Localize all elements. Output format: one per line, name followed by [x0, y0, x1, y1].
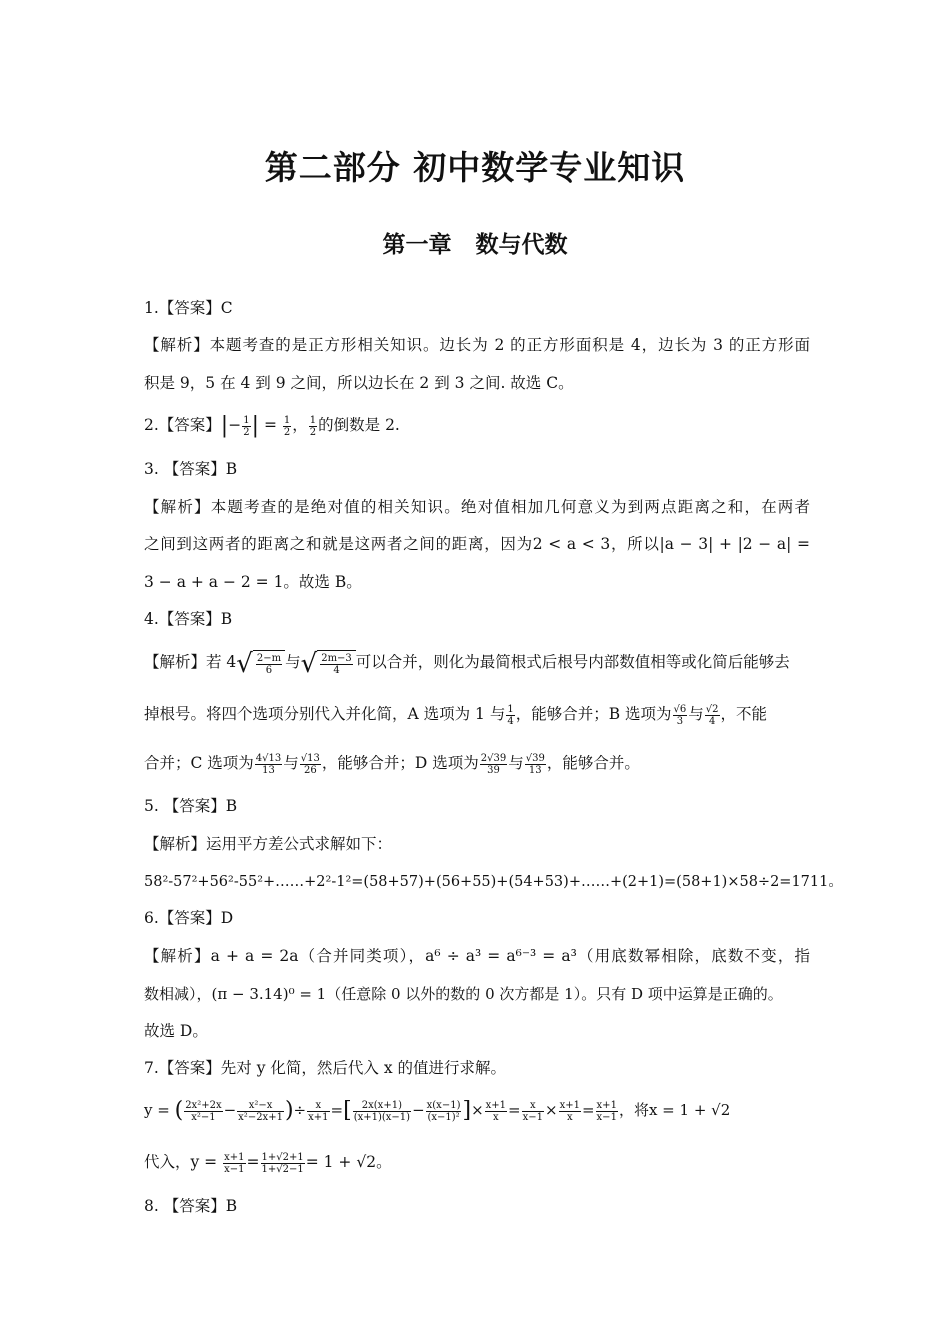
q3-explanation-line3: 3 − a + a − 2 = 1。故选 B。 [144, 573, 362, 591]
fraction: $\frac{√2}{4}$ [705, 703, 719, 727]
q7-answer: 7.【答案】先对 y 化简，然后代入 x 的值进行求解。 [144, 1059, 506, 1077]
fraction: $\frac{1}{2}$ [309, 414, 317, 438]
fraction: $\frac{1}{4}$ [507, 703, 514, 727]
q6-answer: 6.【答案】D [144, 909, 234, 927]
q1-answer: 1.【答案】C [144, 299, 233, 317]
fraction: $\frac{1+√2+1}{1+√2-1}$ [261, 1151, 304, 1175]
fraction: $\frac{\text{2x²+2x}}{\text{x²−1}}$ [185, 1099, 222, 1123]
fraction: $\frac{x(x-1)}{\text{(x−1)²}}$ [426, 1099, 461, 1123]
q4-explanation-line1: 【解析】若 4√ $\frac{2-m}{6}$ 与√ $\frac{2m-3}{4}$ 可以合并，则化为最简根式后根号内部数值相等或化简后能够去 [144, 649, 790, 679]
fraction: $\frac{2-m}{6}$ [256, 652, 282, 676]
q5-answer: 5. 【答案】B [144, 797, 238, 815]
q4-explanation-line2: 掉根号。将四个选项分别代入并化简，A 选项为 1 与 $\frac{1}{4}$ ，能够合并；B 选项为 $\frac{√6}{3}$ 与 $\frac{√2}{4}$ ，不能 [144, 703, 768, 727]
fraction: $\frac{x}{x+1}$ [308, 1099, 329, 1123]
fraction: $\frac{x+1}{x}$ [485, 1099, 507, 1123]
q3-explanation-line1: 【解析】本题考查的是绝对值的相关知识。绝对值相加几何意义为到两点距离之和，在两者 [144, 498, 810, 516]
fraction: $\frac{1}{2}$ [283, 414, 291, 438]
q6-explanation-line3: 故选 D。 [144, 1022, 208, 1040]
q6-explanation-line2: 数相减），(π − 3.14)⁰ = 1（任意除 0 以外的数的 0 次方都是 1）。只有 D 项中运算是正确的。 [144, 985, 783, 1003]
q2-answer: 2.【答案】|− $\frac{1}{2}$ | = $\frac{1}{2}$ ， $\frac{1}{2}$ 的倒数是 2. [144, 413, 400, 438]
q6-explanation-line1: 【解析】a + a = 2a（合并同类项），a⁶ ÷ a³ = a⁶⁻³ = a³（用底数幂相除，底数不变，指 [144, 947, 810, 965]
chapter-title [0, 226, 950, 259]
fraction: $\frac{√6}{3}$ [673, 703, 687, 727]
fraction: $\frac{1}{2}$ [243, 414, 250, 438]
fraction: $\frac{√13}{26}$ [300, 752, 320, 776]
fraction: $\frac{x}{x-1}$ [522, 1099, 543, 1123]
fraction: $\frac{2√39}{39}$ [480, 752, 507, 776]
q5-explanation: 【解析】运用平方差公式求解如下： [144, 835, 393, 853]
q8-answer: 8. 【答案】B [144, 1197, 238, 1215]
q3-answer: 3. 【答案】B [144, 460, 238, 478]
fraction: $\frac{2m-3}{4}$ [321, 652, 352, 676]
fraction: $\frac{4√13}{13}$ [255, 752, 282, 776]
q7-substitution: 代入，y = $\frac{x+1}{x-1}$ = $\frac{1+√2+1}{1+√2-1}$ = 1 + √2。 [144, 1151, 392, 1175]
q5-formula: 58²-57²+56²-55²+……+2²-1²=(58+57)+(56+55)+(54+53)+……+(2+1)=(58+1)×58÷2=1711。 [144, 874, 843, 890]
chapter-prefix: 第一章 [382, 232, 452, 258]
fraction: $\frac{\text{x²−x}}{\text{x²−2x+1}}$ [238, 1099, 283, 1123]
fraction: $\frac{x+1}{x}$ [559, 1099, 580, 1123]
q4-explanation-line3: 合并；C 选项为 $\frac{4√13}{13}$ 与 $\frac{√13}{26}$ ，能够合并；D 选项为 $\frac{2√39}{39}$ 与 $\frac{√39}{13}$ ，能够合并。 [144, 752, 640, 776]
chapter-name: 数与代数 [475, 232, 568, 258]
fraction: $\frac{√39}{13}$ [525, 752, 545, 776]
fraction: $\frac{x+1}{x-1}$ [596, 1099, 617, 1123]
q7-derivation: y = ( $\frac{\text{2x²+2x}}{\text{x²−1}}$ − $\frac{\text{x²−x}}{\text{x²−2x+1}}$ )÷ $\frac{x}{x+1}$ =[ $\frac{2x(x+1)}{(x+1)(x-1)}$ − $\frac{x(x-1)}{\text{(x−1)²}}$ ]× $\frac{x+1}{x}$ = $\frac{x}{x-1}$ × $\frac{x+1}{x}$ = $\frac{x+1}{x-1}$ ，将x = 1 + √2 [144, 1098, 731, 1123]
q3-explanation-line2: 之间到这两者的距离之和就是这两者之间的距离，因为2 < a < 3，所以|a − 3| + |2 − a| = [144, 535, 810, 553]
fraction: $\frac{x+1}{x-1}$ [224, 1151, 245, 1175]
q4-answer: 4.【答案】B [144, 610, 233, 628]
fraction: $\frac{2x(x+1)}{(x+1)(x-1)}$ [353, 1099, 411, 1123]
q1-explanation-line1: 【解析】本题考查的是正方形相关知识。边长为 2 的正方形面积是 4，边长为 3 的正方形面 [144, 336, 810, 354]
q1-explanation-line2: 积是 9，5 在 4 到 9 之间，所以边长在 2 到 3 之间. 故选 C。 [144, 374, 574, 392]
part-title: 第二部分 初中数学专业知识 [264, 148, 686, 187]
